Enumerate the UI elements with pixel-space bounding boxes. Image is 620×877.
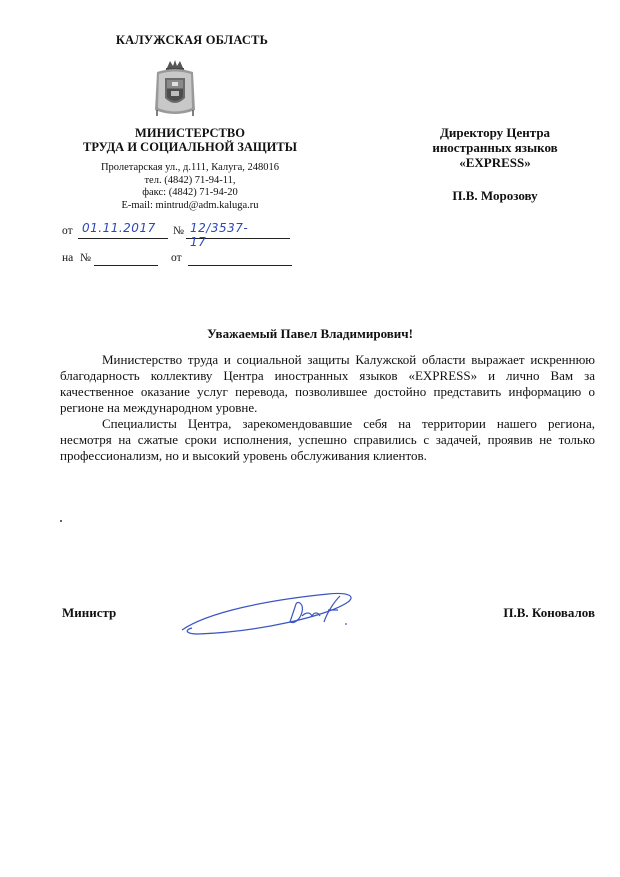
signatory-name: П.В. Коновалов xyxy=(503,605,595,620)
handwritten-date: 01.11.2017 xyxy=(82,221,156,235)
from-label: от xyxy=(62,225,73,237)
recipient-line-2: иностранных языков xyxy=(432,140,558,155)
address-email: E-mail: mintrud@adm.kaluga.ru xyxy=(121,199,259,211)
address-fax: факс: (4842) 71-94-20 xyxy=(142,187,238,198)
recipient-block xyxy=(400,125,590,203)
handwritten-number: 12/3537-17 xyxy=(190,221,249,249)
ministry-name xyxy=(70,126,310,154)
number-label: № xyxy=(173,225,184,237)
recipient-line-3: «EXPRESS» xyxy=(459,155,531,170)
on-number-underline xyxy=(94,251,158,266)
ministry-address xyxy=(70,162,310,212)
ministry-line-1: МИНИСТЕРСТВО xyxy=(135,126,245,140)
paragraph-1: Министерство труда и социальной защиты Калужской области выражает искреннюю благодарность коллективу Центра иностранных языков «EXPRESS» и лично Вам за качественное оказание услуг перевода, позволившее достойно представить информацию о регионе на международном уровне. xyxy=(60,352,595,415)
on-label: на xyxy=(62,252,74,264)
coat-of-arms-icon xyxy=(153,58,197,118)
handwritten-signature xyxy=(178,582,363,642)
on-from-label: от xyxy=(171,252,182,264)
on-number-label: № xyxy=(80,252,91,264)
on-date-underline xyxy=(188,251,292,266)
salutation: Уважаемый Павел Владимирович! xyxy=(207,326,413,341)
recipient-name: П.В. Морозову xyxy=(452,188,538,203)
ministry-line-2: ТРУДА И СОЦИАЛЬНОЙ ЗАЩИТЫ xyxy=(83,140,297,154)
region-title: КАЛУЖСКАЯ ОБЛАСТЬ xyxy=(115,33,269,47)
letter-body xyxy=(60,352,595,464)
signatory-title: Министр xyxy=(62,605,117,620)
address-phone: тел. (4842) 71-94-11, xyxy=(144,174,236,186)
paragraph-2: Специалисты Центра, зарекомендовавшие себя на территории нашего региона, несмотря на сжатые сроки исполнения, успешно справились с задачей, проявив не только профессионализм, но и высокий уровень обслуживания клиентов. xyxy=(60,416,595,463)
recipient-line-1: Директору Центра xyxy=(439,125,551,140)
margin-dot xyxy=(60,520,62,522)
address-street: Пролетарская ул., д.111, Калуга, 248016 xyxy=(100,162,280,173)
